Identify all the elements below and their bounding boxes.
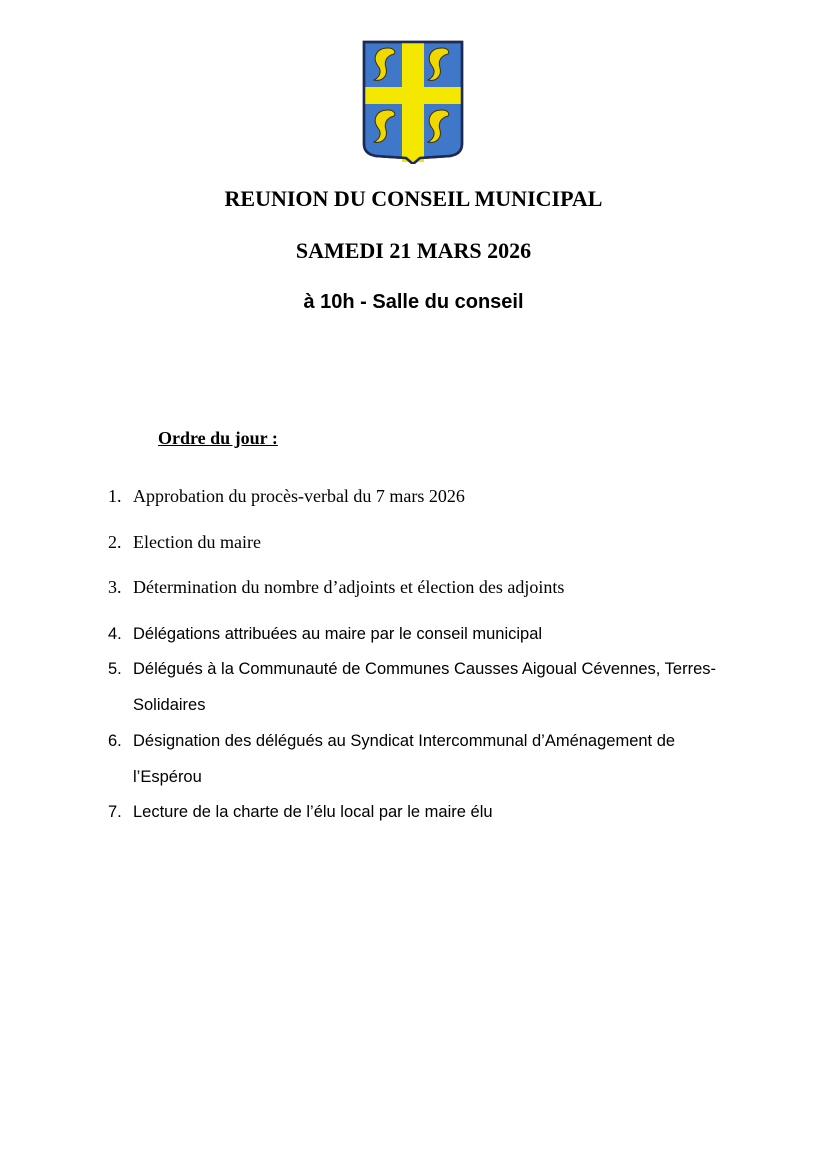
agenda-item-number: 4. bbox=[108, 625, 122, 643]
agenda-item-number: 2. bbox=[108, 532, 122, 552]
agenda-item bbox=[108, 794, 748, 830]
agenda-item-text: Approbation du procès-verbal du 7 mars 2026 bbox=[133, 486, 465, 506]
agenda-heading: Ordre du jour : bbox=[158, 428, 278, 448]
agenda-item-text: Délégations attribuées au maire par le conseil municipal bbox=[133, 625, 543, 643]
agenda-item bbox=[108, 651, 748, 723]
agenda-item-text: Délégués à la Communauté de Communes Causses Aigoual Cévennes, Terres-Solidaires bbox=[133, 660, 717, 714]
agenda-item-number: 3. bbox=[108, 577, 122, 597]
agenda-item-text: Lecture de la charte de l’élu local par le maire élu bbox=[133, 803, 493, 821]
agenda-item-text: Détermination du nombre d’adjoints et élection des adjoints bbox=[133, 577, 565, 597]
agenda-item bbox=[108, 723, 748, 795]
agenda-item-number: 7. bbox=[108, 803, 122, 821]
agenda-item bbox=[108, 484, 748, 508]
agenda-item-number: 6. bbox=[108, 732, 122, 750]
agenda-item bbox=[108, 575, 748, 599]
page-title: REUNION DU CONSEIL MUNICIPAL bbox=[224, 186, 603, 211]
agenda-item-text: Désignation des délégués au Syndicat Intercommunal d’Aménagement de l’Espérou bbox=[133, 732, 676, 786]
agenda-item bbox=[108, 530, 748, 554]
agenda-item bbox=[108, 616, 748, 652]
agenda-item-number: 5. bbox=[108, 660, 122, 678]
coat-of-arms-icon bbox=[362, 40, 464, 164]
agenda-item-text: Election du maire bbox=[133, 532, 261, 552]
agenda-item-number: 1. bbox=[108, 486, 122, 506]
meeting-date: SAMEDI 21 MARS 2026 bbox=[295, 238, 532, 263]
meeting-time-place: à 10h - Salle du conseil bbox=[303, 291, 524, 313]
